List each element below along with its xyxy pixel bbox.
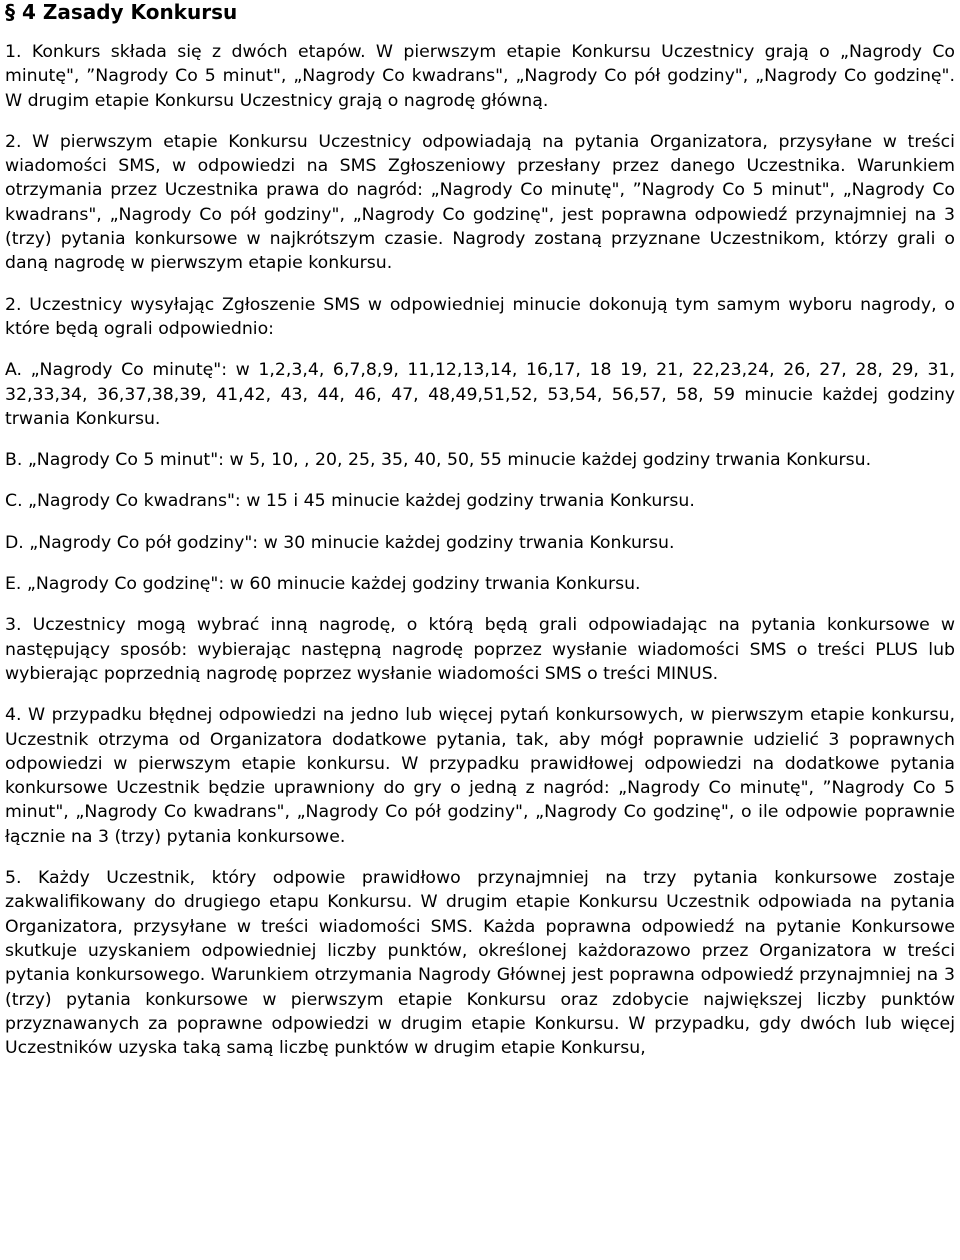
paragraph-2b: 2. Uczestnicy wysyłając Zgłoszenie SMS w odpowiedniej minucie dokonują tym samym wyboru nagrody, o które będą ograli odpowiednio: bbox=[5, 294, 955, 339]
spacer bbox=[5, 341, 955, 358]
section-heading: § 4 Zasady Konkursu bbox=[5, 0, 238, 24]
paragraph-3: 3. Uczestnicy mogą wybrać inną nagrodę, o którą będą grali odpowiadając na pytania konkursowe w następujący sposób: wybierając następną nagrodę poprzez wysłanie wiadomości SMS o treści PLUS lub wybierając poprzednią nagrodę poprzez wysłanie wiadomości SMS o treści MINUS. bbox=[5, 615, 955, 684]
spacer bbox=[5, 596, 955, 613]
spacer bbox=[5, 431, 955, 448]
paragraph-4: 4. W przypadku błędnej odpowiedzi na jedno lub więcej pytań konkursowych, w pierwszym etapie konkursu, Uczestnik otrzyma od Organizatora dodatkowe pytania, tak, aby mógł poprawnie udzielić 3 poprawnych odpowiedzi w pierwszym etapie konkursu. W przypadku prawidłowej odpowiedzi na dodatkowe pytania konkursowe Uczestnik będzie uprawniony do gry o jedną z nagród: „Nagrody Co minutę", ”Nagrody Co 5 minut", „Nagrody Co kwadrans", „Nagrody Co pół godziny", „Nagrody Co godzinę", o ile odpowie poprawnie łącznie na 3 (trzy) pytania konkursowe. bbox=[5, 705, 955, 847]
spacer bbox=[5, 24, 955, 40]
list-item-a: A. „Nagrody Co minutę": w 1,2,3,4, 6,7,8,9, 11,12,13,14, 16,17, 18 19, 21, 22,23,24, 26, 27, 28, 29, 31, 32,33,34, 36,37,38,39, 41,42, 43, 44, 46, 47, 48,49,51,52, 53,54, 56,57, 58, 59 minucie każdej godziny trwania Konkursu. bbox=[5, 360, 955, 429]
list-item-e: E. „Nagrody Co godzinę": w 60 minucie każdej godziny trwania Konkursu. bbox=[5, 574, 641, 595]
spacer bbox=[5, 276, 955, 293]
paragraph-2: 2. W pierwszym etapie Konkursu Uczestnicy odpowiadają na pytania Organizatora, przysyłane w treści wiadomości SMS, w odpowiedzi na SMS Zgłoszeniowy przesłany przez danego Uczestnika. Warunkiem otrzymania przez Uczestnika prawa do nagród: „Nagrody Co minutę", ”Nagrody Co 5 minut", „Nagrody Co kwadrans", „Nagrody Co pół godziny", „Nagrody Co godzinę", jest poprawna odpowiedź przynajmniej na 3 (trzy) pytania konkursowe w najkrótszym czasie. Nagrody zostaną przyznane Uczestnikom, którzy grali o daną nagrodę w pierwszym etapie konkursu. bbox=[5, 131, 955, 274]
list-item-d: D. „Nagrody Co pół godziny": w 30 minucie każdej godziny trwania Konkursu. bbox=[5, 532, 675, 553]
spacer bbox=[5, 472, 955, 489]
spacer bbox=[5, 113, 955, 130]
spacer bbox=[5, 849, 955, 866]
paragraph-5: 5. Każdy Uczestnik, który odpowie prawidłowo przynajmniej na trzy pytania konkursowe zostaje zakwalifikowany do drugiego etapu Konkursu. W drugim etapie Konkursu Uczestnik odpowiada na pytania Organizatora, przysyłane w treści wiadomości SMS. Każda poprawna odpowiedź na pytanie Konkursowe skutkuje uzyskaniem odpowiedniej liczby punktów, określonej każdorazowo przez Organizatora w treści pytania konkursowego. Warunkiem otrzymania Nagrody Głównej jest poprawna odpowiedź przynajmniej na 3 (trzy) pytania konkursowe w pierwszym etapie Konkursu oraz zdobycie największej liczby punktów przyznawanych za poprawne odpowiedzi w drugim etapie Konkursu. W przypadku, gdy dwóch lub więcej Uczestników uzyska taką samą liczbę punktów w drugim etapie Konkursu, bbox=[5, 868, 955, 1059]
spacer bbox=[5, 686, 955, 703]
list-item-c: C. „Nagrody Co kwadrans": w 15 i 45 minucie każdej godziny trwania Konkursu. bbox=[5, 491, 695, 512]
spacer bbox=[5, 514, 955, 531]
list-item-b: B. „Nagrody Co 5 minut": w 5, 10, , 20, 25, 35, 40, 50, 55 minucie każdej godziny trwania Konkursu. bbox=[5, 450, 872, 471]
spacer bbox=[5, 555, 955, 572]
paragraph-1: 1. Konkurs składa się z dwóch etapów. W pierwszym etapie Konkursu Uczestnicy grają o „Nagrody Co minutę", ”Nagrody Co 5 minut", „Nagrody Co kwadrans", „Nagrody Co pół godziny", „Nagrody Co godzinę". W drugim etapie Konkursu Uczestnicy grają o nagrodę główną. bbox=[5, 42, 955, 111]
